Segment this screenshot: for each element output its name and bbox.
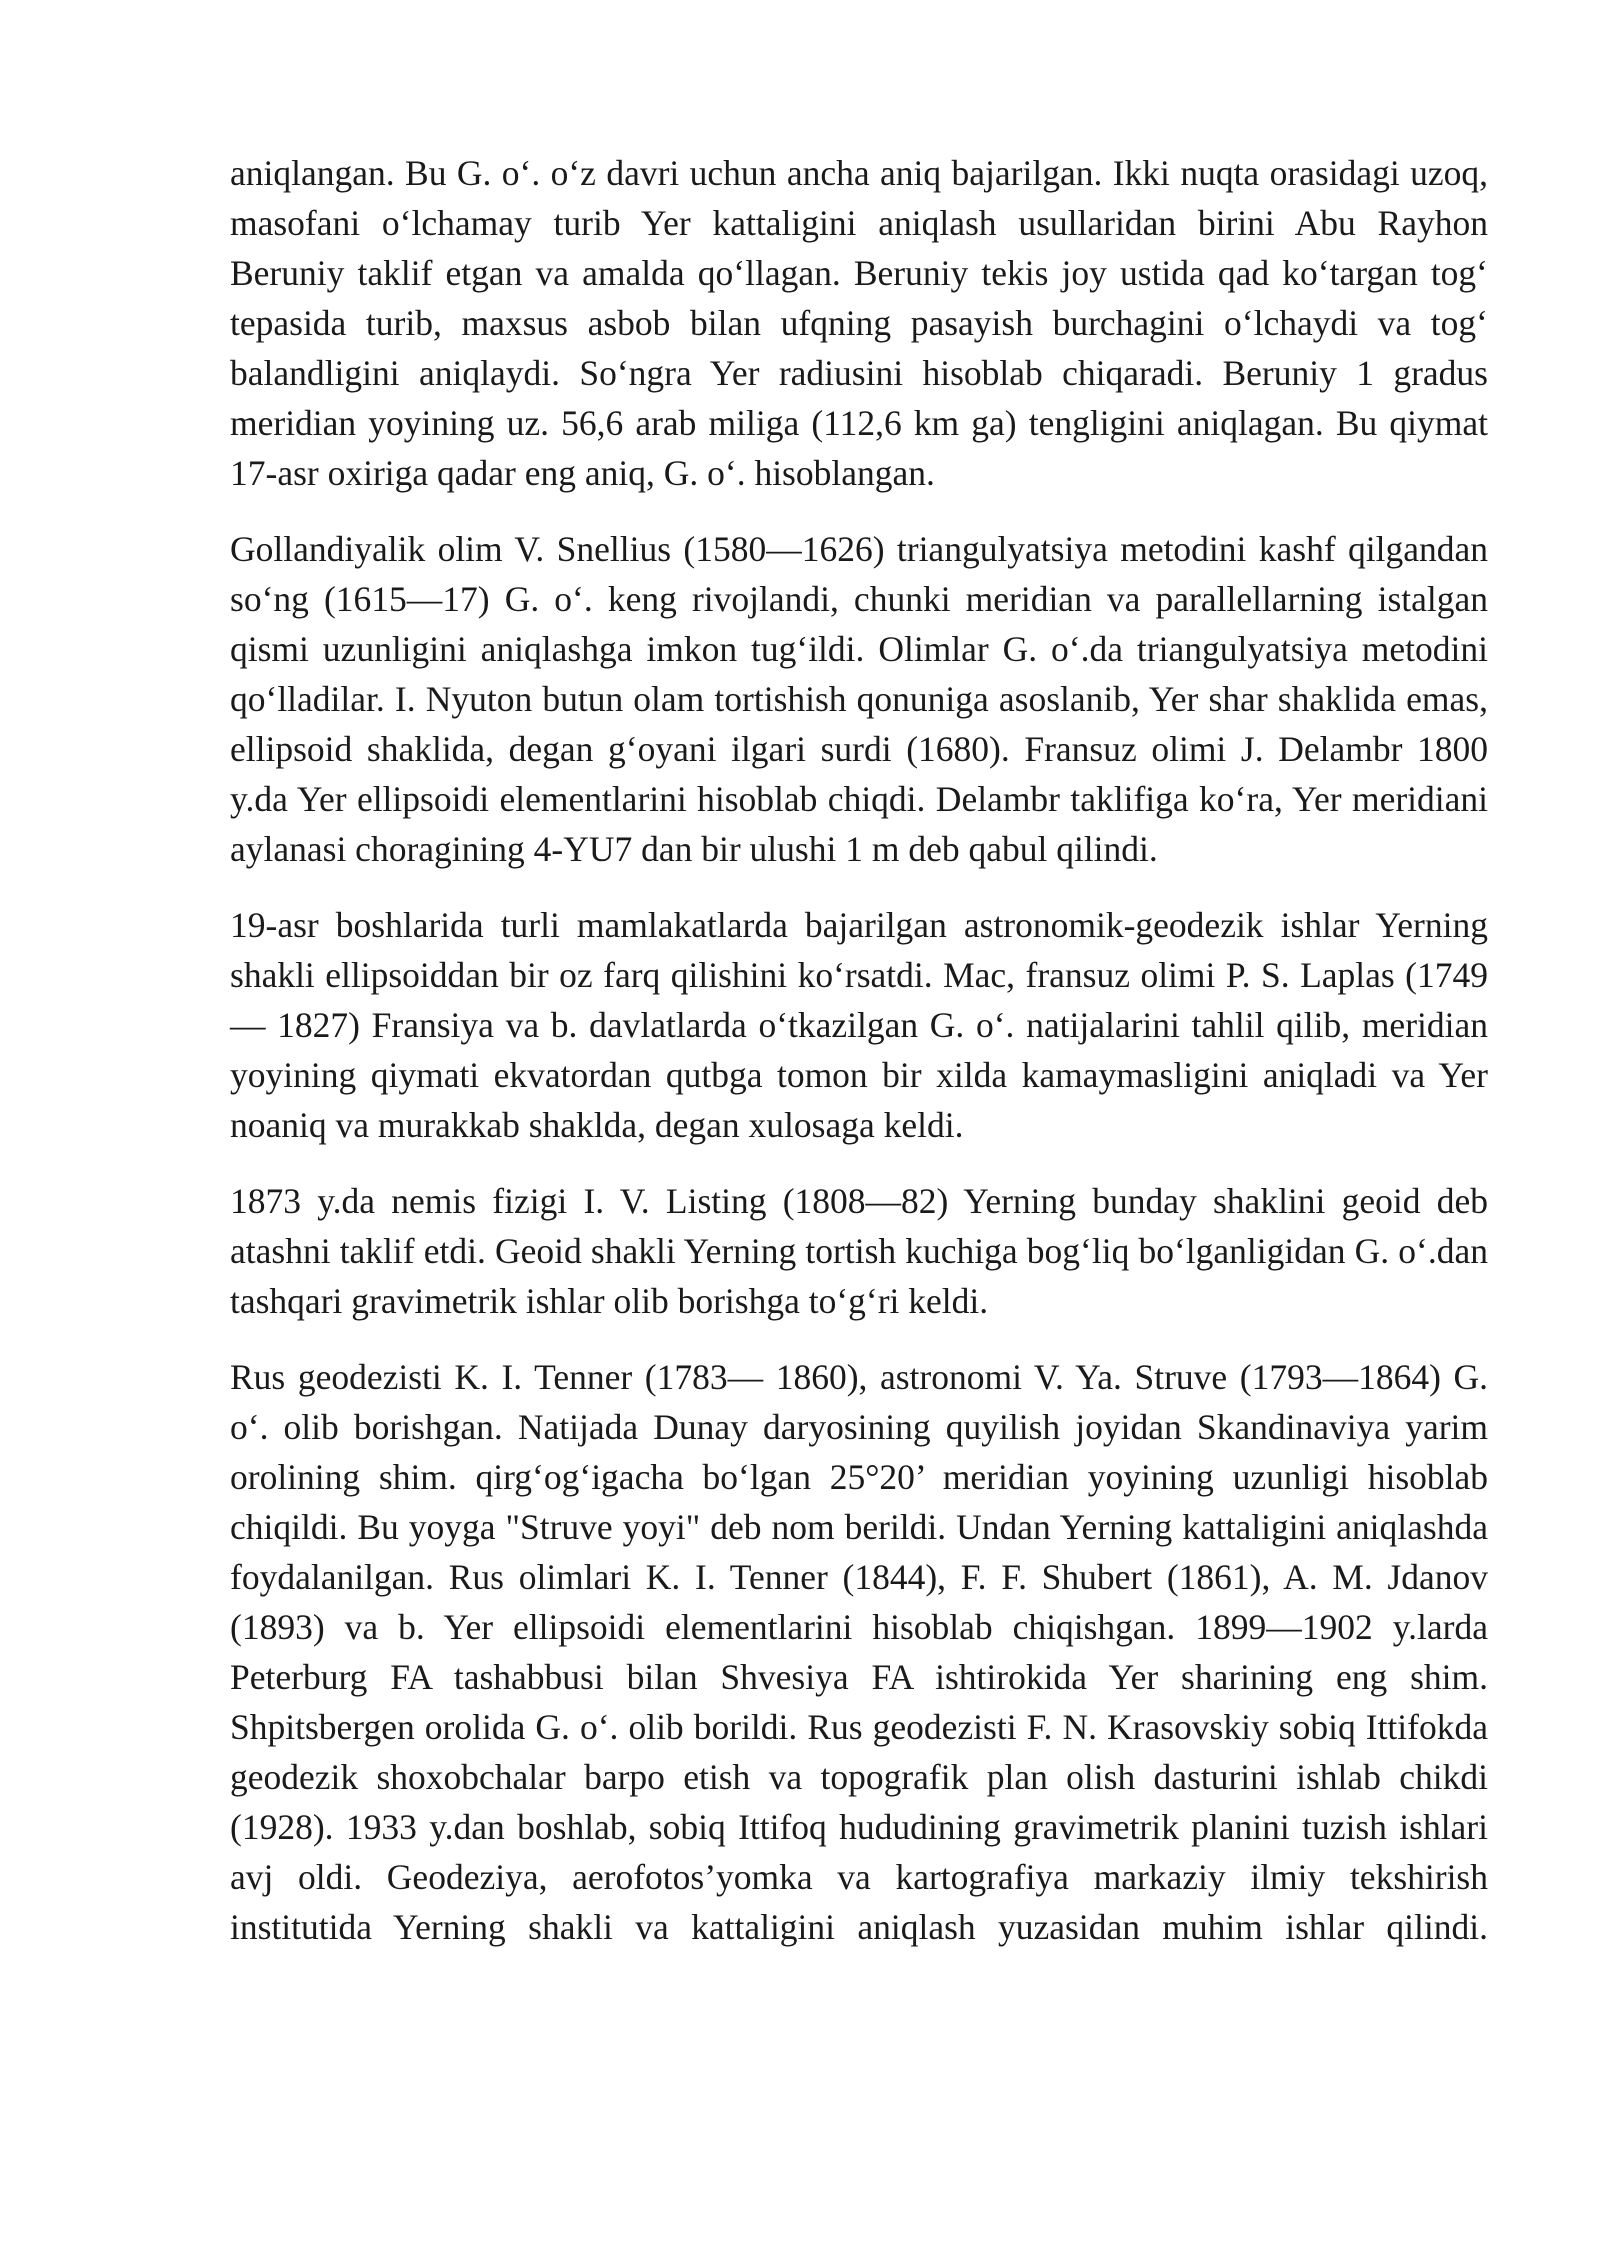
paragraph-tenner-struve: Rus geodezisti K. I. Tenner (1783— 1860), astronomi V. Ya. Struve (1793—1864) G. o‘. olib borishgan. Natijada Dunay daryosining quyilish joyidan Skandinaviya yarim orolining shim. qirg‘og‘igacha bo‘lgan 25°20’ meridian yoyining uzunligi hisoblab chiqildi. Bu yoyga "Struve yoyi" deb nom berildi. Undan Yerning kattaligini aniqlashda foydalanilgan. Rus olimlari K. I. Tenner (1844), F. F. Shubert (1861), A. M. Jdanov (1893) va b. Yer ellipsoidi elementlarini hisoblab chiqishgan. 1899—1902 y.larda Peterburg FA tashabbusi bilan Shvesiya FA ishtirokida Yer sharining eng shim. Shpitsbergen orolida G. o‘. olib borildi. Rus geodezisti F. N. Krasovskiy sobiq Ittifokda geodezik shoxobchalar barpo etish va topografik plan olish dasturini ishlab chikdi (1928). 1933 y.dan boshlab, sobiq Ittifoq hududining gravimetrik planini tuzish ishlari avj oldi. Geodeziya, aerofotos’yomka va kartografiya markaziy ilmiy tekshirish institutida Yerning shakli va kattaligini aniqlash yuzasidan muhim ishlar qilindi. — [230, 1357, 1488, 1947]
document-page — [230, 148, 1488, 1978]
paragraph-snellius: Gollandiyalik olim V. Snellius (1580—1626) triangulyatsiya metodini kashf qilgandan so‘ng (1615—17) G. o‘. keng rivojlandi, chunki meridian va parallellarning istalgan qismi uzunligini aniqlashga imkon tug‘ildi. Olimlar G. o‘.da triangulyatsiya metodini qo‘lladilar. I. Nyuton butun olam tortishish qonuniga asoslanib, Yer shar shaklida emas, ellipsoid shaklida, degan g‘oyani ilgari surdi (1680). Fransuz olimi J. Delambr 1800 y.da Yer ellipsoidi elementlarini hisoblab chiqdi. Delambr taklifiga ko‘ra, Yer meridiani aylanasi choragining 4-YU7 dan bir ulushi 1 m deb qabul qilindi. — [230, 529, 1488, 869]
paragraph-beruniy: aniqlangan. Bu G. o‘. o‘z davri uchun ancha aniq bajarilgan. Ikki nuqta orasidagi uzoq, masofani o‘lchamay turib Yer kattaligini aniqlash usullaridan birini Abu Rayhon Beruniy taklif etgan va amalda qo‘llagan. Beruniy tekis joy ustida qad ko‘targan tog‘ tepasida turib, maxsus asbob bilan ufqning pasayish burchagini o‘lchaydi va tog‘ balandligini aniqlaydi. So‘ngra Yer radiusini hisoblab chiqaradi. Beruniy 1 gradus meridian yoyining uz. 56,6 arab miliga (112,6 km ga) tengligini aniqlagan. Bu qiymat 17-asr oxiriga qadar eng aniq, G. o‘. hisoblangan. — [230, 153, 1488, 493]
paragraph-laplas: 19-asr boshlarida turli mamlakatlarda bajarilgan astronomik-geodezik ishlar Yerning shakli ellipsoiddan bir oz farq qilishini ko‘rsatdi. Mac, fransuz olimi P. S. Laplas (1749— 1827) Fransiya va b. davlatlarda o‘tkazilgan G. o‘. natijalarini tahlil qilib, meridian yoyining qiymati ekvatordan qutbga tomon bir xilda kamaymasligini aniqladi va Yer noaniq va murakkab shaklda, degan xulosaga keldi. — [230, 905, 1488, 1145]
paragraph-listing: 1873 y.da nemis fizigi I. V. Listing (1808—82) Yerning bunday shaklini geoid deb atashni taklif etdi. Geoid shakli Yerning tortish kuchiga bog‘liq bo‘lganligidan G. o‘.dan tashqari gravimetrik ishlar olib borishga to‘g‘ri keldi. — [230, 1181, 1488, 1321]
